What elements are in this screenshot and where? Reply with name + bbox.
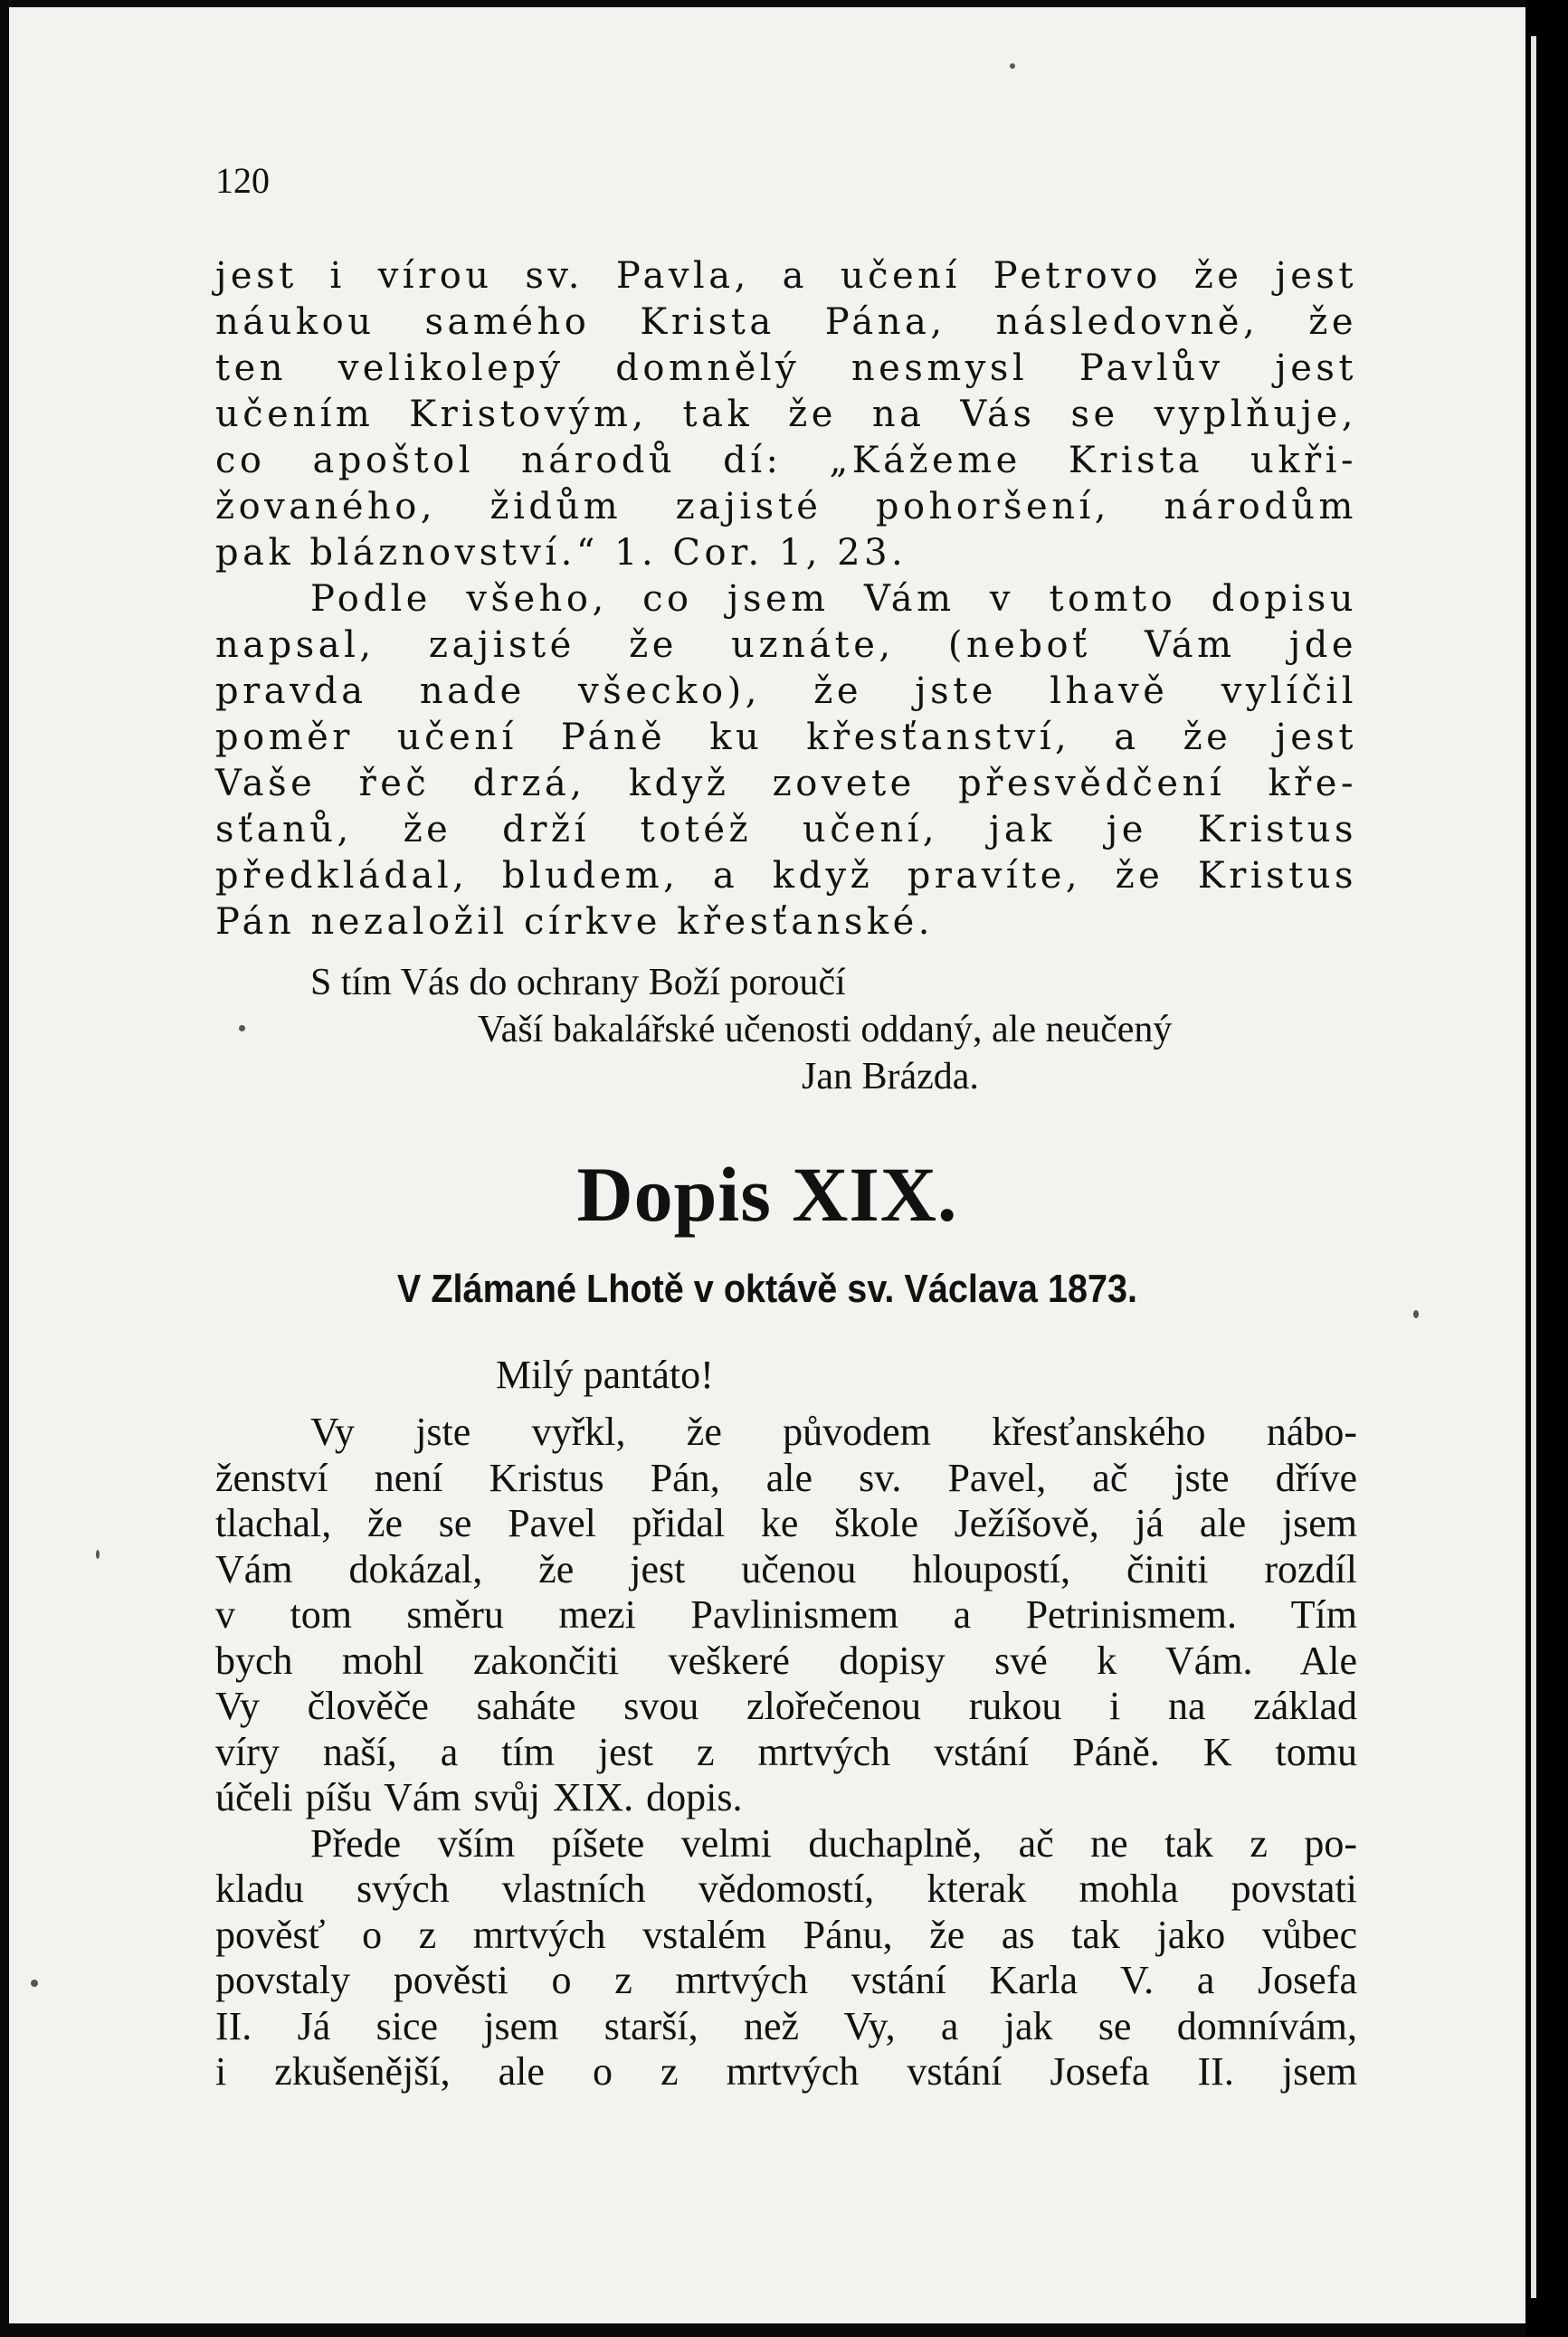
text-line: co apoštol národů dí: „Kážeme Krista ukři- (215, 440, 1357, 481)
greeting: Milý pantáto! (496, 1353, 714, 1397)
text-line: Vaše řeč drzá, když zovete přesvědčení kře- (215, 763, 1357, 804)
letter-dateline: V Zlámané Lhotě v oktávě sv. Václava 1873. (396, 1267, 1138, 1311)
text-line: kladu svých vlastních vědomostí, kterak mohla povstati (215, 1867, 1357, 1911)
text-line: jest i vírou sv. Pavla, a učení Petrovo že jest (215, 255, 1357, 297)
text-line: žovaného, židům zajisté pohoršení, národům (215, 486, 1357, 527)
book-page (9, 7, 1525, 2323)
text-line: II. Já sice jsem starší, než Vy, a jak se domnívám, (215, 2003, 1357, 2048)
letter-closing (215, 959, 1357, 1100)
text-line: Vy jste vyřkl, že původem křesťanského nábo- (310, 1410, 1357, 1454)
text-line: víry naší, a tím jest z mrtvých vstání Páně. K tomu (215, 1729, 1357, 1774)
closing-line: S tím Vás do ochrany Boží poroučí (310, 962, 846, 1003)
text-line: předkládal, bludem, a když pravíte, že Kristus (215, 855, 1357, 897)
text-line: bych mohl zakončiti veškeré dopisy své k Vám. Ale (215, 1638, 1357, 1683)
previous-letter-ending (215, 253, 1357, 945)
text-line: i zkušenější, ale o z mrtvých vstání Josefa II. jsem (215, 2049, 1357, 2094)
adjacent-page-edge (1531, 36, 1536, 2298)
scan-speck (96, 1550, 100, 1559)
scan-speck (1413, 1310, 1419, 1318)
scan-speck (31, 1980, 38, 1987)
text-line: Přede vším píšete velmi duchaplně, ač ne tak z po- (310, 1820, 1357, 1866)
letter-title: Dopis XIX. (576, 1151, 958, 1238)
text-line: pak bláznovství.“ 1. Cor. 1, 23. (215, 532, 908, 574)
text-line: Vám dokázal, že jest učenou hloupostí, činiti rozdíl (215, 1546, 1357, 1591)
text-line: v tom směru mezi Pavlinismem a Petrinismem. Tím (215, 1592, 1357, 1637)
text-line: sťanů, že drží totéž učení, jak je Kristus (215, 809, 1357, 850)
text-line: Podle všeho, co jsem Vám v tomto dopisu (310, 578, 1357, 620)
text-line: ženství není Kristus Pán, ale sv. Pavel, ač jste dříve (215, 1455, 1357, 1500)
text-line: napsal, zajisté že uznáte, (neboť Vám jde (215, 624, 1357, 666)
text-line: náukou samého Krista Pána, následovně, že (215, 301, 1357, 343)
text-line: pověsť o z mrtvých vstalém Pánu, že as tak jako vůbec (215, 1912, 1357, 1957)
text-line: poměr učení Páně ku křesťanství, a že jest (215, 717, 1357, 758)
text-line: povstaly pověsti o z mrtvých vstání Karla V. a Josefa (215, 1958, 1357, 2002)
text-line: tlachal, že se Pavel přidal ke škole Ježíšově, já ale jsem (215, 1501, 1357, 1545)
closing-salutation: Vaší bakalářské učenosti oddaný, ale neučený (478, 1009, 1173, 1050)
text-line: Vy člověče saháte svou zlořečenou rukou i na základ (215, 1684, 1357, 1728)
letter-body (215, 1352, 1357, 2095)
signature: Jan Brázda. (802, 1056, 979, 1097)
page-number: 120 (215, 160, 270, 201)
text-line: pravda nade všecko), že jste lhavě vylíčil (215, 670, 1357, 712)
text-line: učením Kristovým, tak že na Vás se vyplňuje, (215, 394, 1357, 435)
scan-speck (1010, 63, 1015, 69)
text-line: ten velikolepý domnělý nesmysl Pavlův jest (215, 347, 1357, 389)
text-line: účeli píšu Vám svůj XIX. dopis. (215, 1775, 743, 1819)
text-line: Pán nezaložil církve křesťanské. (215, 901, 934, 943)
scan-speck (239, 1025, 245, 1031)
